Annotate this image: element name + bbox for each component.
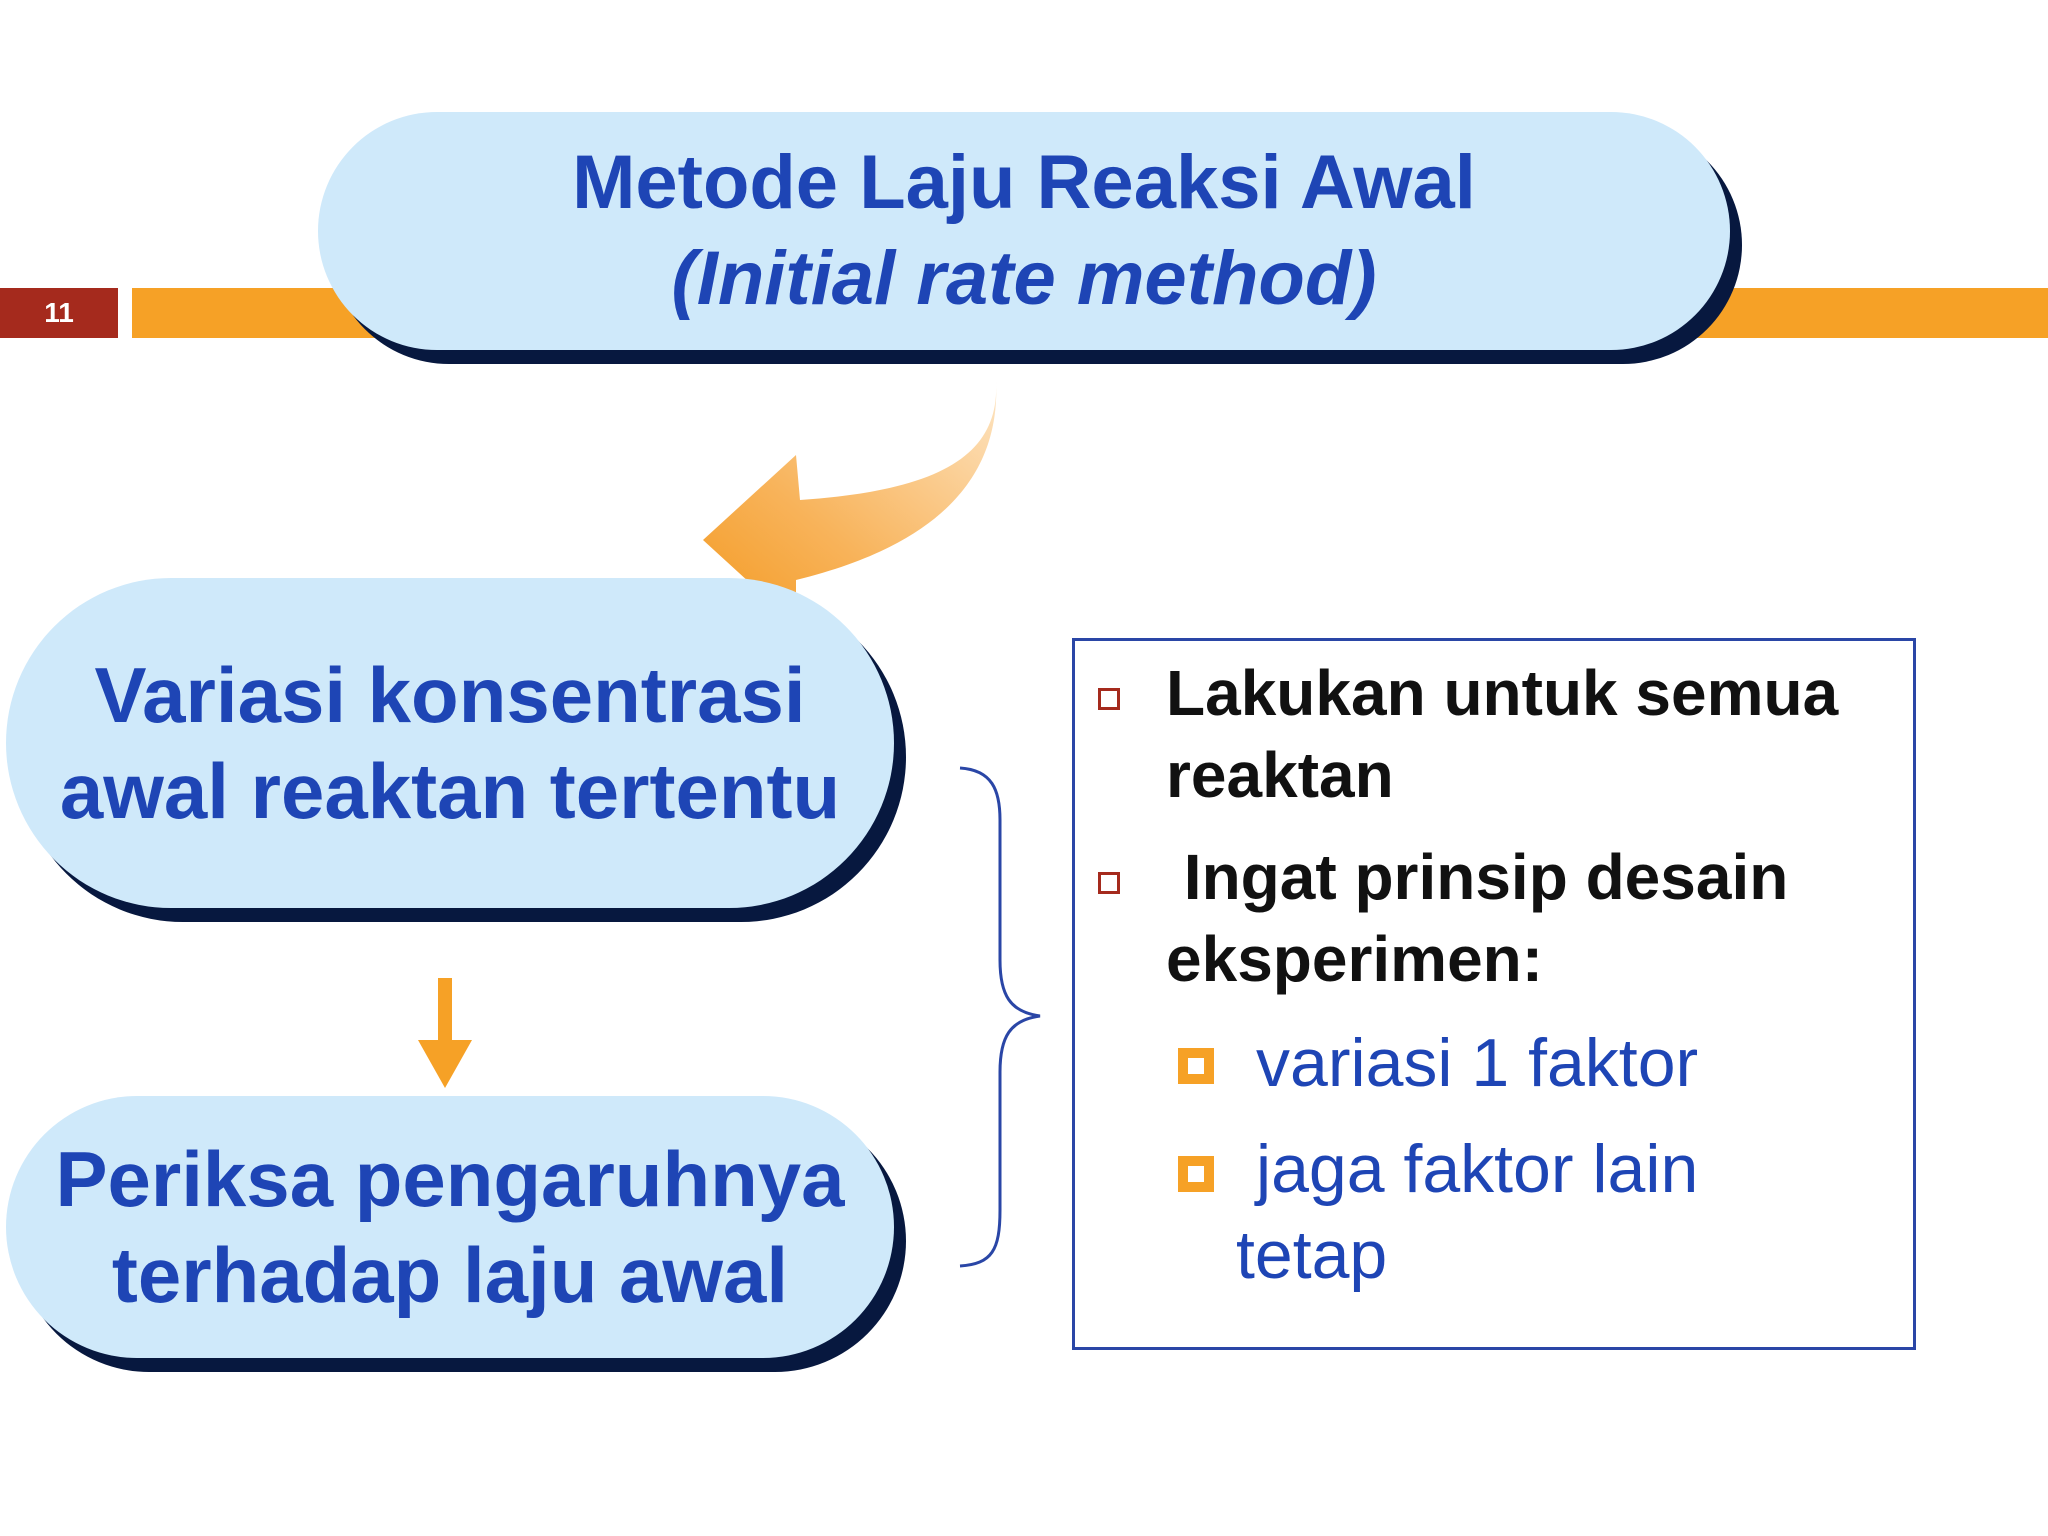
sub-note-1: variasi 1 faktor [1256,1025,1699,1101]
down-arrow-shaft [438,978,452,1042]
check-effect-pill [6,1096,894,1358]
vary-concentration-pill [6,578,894,908]
sub-note-2-line-1: jaga faktor lain [1256,1131,1699,1207]
down-arrow-icon [418,1040,472,1088]
orange-square-bullet-icon [1178,1048,1214,1084]
brace-icon [960,768,1040,1266]
note-2-line-1: Ingat prinsip desain [1166,841,1789,913]
check-line-1: Periksa pengaruhnya [55,1135,845,1223]
sub-note-2-line-2: tetap [1236,1217,1388,1293]
slide-number: 11 [0,288,118,338]
note-1-line-1: Lakukan untuk semua [1166,657,1839,729]
vary-line-1: Variasi konsentrasi [94,651,806,739]
orange-square-bullet-icon [1178,1156,1214,1192]
note-2-line-2: eksperimen: [1166,923,1544,995]
title-line-1: Metode Laju Reaksi Awal [572,140,1476,225]
title-line-2: (Initial rate method) [671,236,1377,321]
vary-line-2: awal reaktan tertentu [59,747,841,835]
check-line-2: terhadap laju awal [111,1231,789,1319]
square-bullet-icon [1098,688,1120,710]
square-bullet-icon [1098,872,1120,894]
note-1-line-2: reaktan [1166,739,1394,811]
